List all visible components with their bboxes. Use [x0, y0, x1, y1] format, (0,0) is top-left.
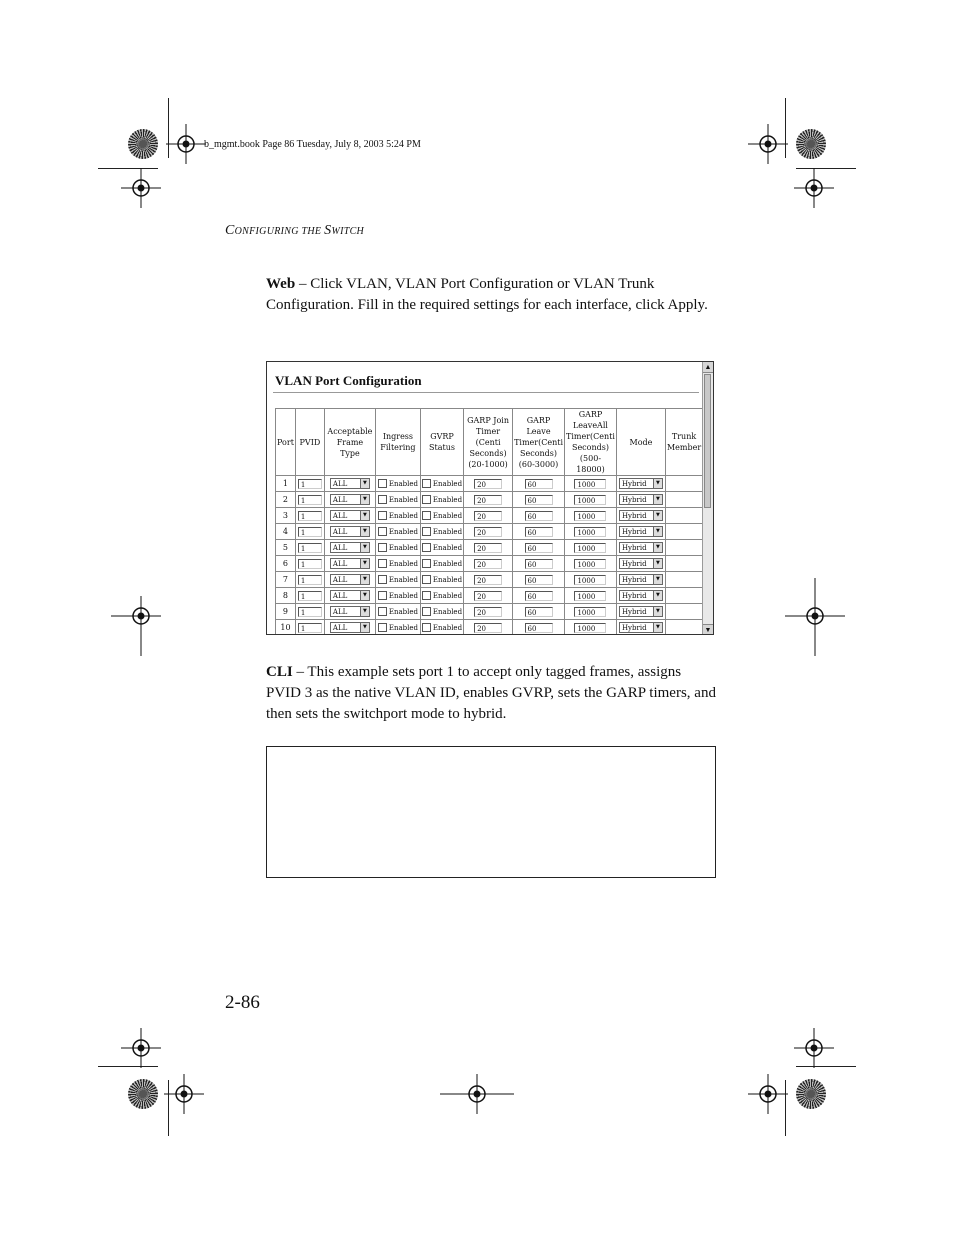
- garp-leaveall-input[interactable]: 1000: [574, 511, 606, 521]
- garp-leave-input[interactable]: 60: [525, 527, 553, 537]
- garp-leave-input[interactable]: 60: [525, 559, 553, 569]
- pvid-input[interactable]: 1: [298, 575, 322, 585]
- ingress-filtering-checkbox[interactable]: [378, 591, 387, 600]
- chevron-down-icon: ▼: [653, 559, 662, 568]
- color-target-disc-icon: [128, 129, 158, 159]
- col-header: GARP Leave Timer(Centi Seconds) (60-3000): [513, 409, 565, 476]
- trunk-member-cell: [665, 620, 702, 636]
- scroll-thumb[interactable]: [704, 374, 711, 508]
- frame-type-select[interactable]: ALL ▼: [330, 574, 370, 585]
- mode-select[interactable]: Hybrid ▼: [619, 526, 663, 537]
- garp-join-input[interactable]: 20: [474, 591, 502, 601]
- section-title: CONFIGURING THE SWITCH: [225, 223, 365, 238]
- table-row: [276, 508, 703, 524]
- trunk-member-cell: [665, 604, 702, 620]
- frame-type-select[interactable]: ALL ▼: [330, 606, 370, 617]
- garp-join-input[interactable]: 20: [474, 527, 502, 537]
- col-header: GARP Join Timer (Centi Seconds) (20-1000): [464, 409, 513, 476]
- checkbox-label: Enabled: [388, 623, 418, 632]
- gvrp-status-checkbox[interactable]: [422, 511, 431, 520]
- vlan-port-table: [275, 408, 703, 635]
- checkbox-label: Enabled: [432, 527, 463, 536]
- checkbox-label: Enabled: [432, 607, 463, 616]
- port-cell: 6: [276, 556, 296, 572]
- chevron-down-icon: ▼: [653, 495, 662, 504]
- mode-select[interactable]: Hybrid ▼: [619, 558, 663, 569]
- ingress-filtering-checkbox[interactable]: [378, 495, 387, 504]
- color-target-disc-icon: [128, 1079, 158, 1109]
- ingress-filtering-checkbox[interactable]: [378, 511, 387, 520]
- checkbox-label: Enabled: [432, 623, 463, 632]
- gvrp-status-checkbox[interactable]: [422, 591, 431, 600]
- crosshair-registration-icon: [794, 1028, 834, 1068]
- col-header: Port: [276, 409, 296, 476]
- frame-type-select[interactable]: ALL ▼: [330, 478, 370, 489]
- mode-select[interactable]: Hybrid ▼: [619, 510, 663, 521]
- color-target-disc-icon: [796, 129, 826, 159]
- port-cell: 5: [276, 540, 296, 556]
- garp-leaveall-input[interactable]: 1000: [574, 495, 606, 505]
- checkbox-label: Enabled: [388, 559, 418, 568]
- ingress-filtering-checkbox[interactable]: [378, 479, 387, 488]
- scroll-up-icon[interactable]: ▲: [704, 363, 712, 371]
- crosshair-registration-icon: [748, 124, 788, 164]
- checkbox-label: Enabled: [432, 511, 463, 520]
- checkbox-label: Enabled: [432, 495, 463, 504]
- table-row: [276, 540, 703, 556]
- table-row: [276, 524, 703, 540]
- crosshair-registration-icon: [121, 1028, 161, 1068]
- port-cell: 9: [276, 604, 296, 620]
- chevron-down-icon: ▼: [360, 591, 369, 600]
- chevron-down-icon: ▼: [653, 543, 662, 552]
- pvid-input[interactable]: 1: [298, 495, 322, 505]
- garp-leaveall-input[interactable]: 1000: [574, 575, 606, 585]
- crosshair-registration-icon: [164, 1074, 204, 1114]
- table-row: [276, 620, 703, 636]
- port-cell: 2: [276, 492, 296, 508]
- gvrp-status-checkbox[interactable]: [422, 559, 431, 568]
- col-header: PVID: [295, 409, 324, 476]
- garp-leaveall-input[interactable]: 1000: [574, 607, 606, 617]
- checkbox-label: Enabled: [432, 575, 463, 584]
- frame-type-select[interactable]: ALL ▼: [330, 590, 370, 601]
- checkbox-label: Enabled: [388, 607, 418, 616]
- chevron-down-icon: ▼: [360, 479, 369, 488]
- port-cell: 4: [276, 524, 296, 540]
- pvid-input[interactable]: 1: [298, 559, 322, 569]
- chevron-down-icon: ▼: [360, 543, 369, 552]
- cli-paragraph: CLI – This example sets port 1 to accept only tagged frames, assigns PVID 3 as the native VLAN ID, enables GVRP, sets the GARP timers, and then sets the switchport mode to hybrid.: [266, 664, 716, 722]
- garp-join-input[interactable]: 20: [474, 607, 502, 617]
- chevron-down-icon: ▼: [653, 479, 662, 488]
- checkbox-label: Enabled: [388, 575, 418, 584]
- chevron-down-icon: ▼: [360, 511, 369, 520]
- port-cell: 10: [276, 620, 296, 636]
- frame-type-select[interactable]: ALL ▼: [330, 622, 370, 633]
- col-header: Trunk Member: [665, 409, 702, 476]
- screenshot-title: VLAN Port Configuration: [275, 373, 422, 388]
- checkbox-label: Enabled: [432, 543, 463, 552]
- pvid-input[interactable]: 1: [298, 527, 322, 537]
- garp-join-input[interactable]: 20: [474, 559, 502, 569]
- ingress-filtering-checkbox[interactable]: [378, 527, 387, 536]
- table-row: [276, 604, 703, 620]
- port-cell: 1: [276, 476, 296, 492]
- garp-leaveall-input[interactable]: 1000: [574, 543, 606, 553]
- garp-leave-input[interactable]: 60: [525, 479, 553, 489]
- mode-select[interactable]: Hybrid ▼: [619, 542, 663, 553]
- ingress-filtering-checkbox[interactable]: [378, 607, 387, 616]
- trunk-member-cell: [665, 556, 702, 572]
- cli-label: CLI: [266, 664, 293, 680]
- port-cell: 7: [276, 572, 296, 588]
- table-row: [276, 492, 703, 508]
- table-row: [276, 572, 703, 588]
- col-header: Ingress Filtering: [375, 409, 420, 476]
- frame-type-select[interactable]: ALL ▼: [330, 558, 370, 569]
- checkbox-label: Enabled: [432, 479, 463, 488]
- chevron-down-icon: ▼: [360, 495, 369, 504]
- chevron-down-icon: ▼: [360, 575, 369, 584]
- garp-leave-input[interactable]: 60: [525, 511, 553, 521]
- crosshair-registration-icon: [748, 1074, 788, 1114]
- table-header-row: [276, 409, 703, 476]
- ingress-filtering-checkbox[interactable]: [378, 559, 387, 568]
- frame-type-select[interactable]: ALL ▼: [330, 542, 370, 553]
- gvrp-status-checkbox[interactable]: [422, 495, 431, 504]
- trunk-member-cell: [665, 524, 702, 540]
- chevron-down-icon: ▼: [360, 607, 369, 616]
- checkbox-label: Enabled: [432, 591, 463, 600]
- garp-leaveall-input[interactable]: 1000: [574, 591, 606, 601]
- crosshair-registration-icon: [121, 168, 161, 208]
- checkbox-label: Enabled: [388, 543, 418, 552]
- trunk-member-cell: [665, 588, 702, 604]
- vertical-scrollbar[interactable]: [702, 362, 713, 634]
- checkbox-label: Enabled: [432, 559, 463, 568]
- pvid-input[interactable]: 1: [298, 479, 322, 489]
- checkbox-label: Enabled: [388, 495, 418, 504]
- trunk-member-cell: [665, 572, 702, 588]
- checkbox-label: Enabled: [388, 527, 418, 536]
- port-cell: 8: [276, 588, 296, 604]
- pvid-input[interactable]: 1: [298, 511, 322, 521]
- ingress-filtering-checkbox[interactable]: [378, 543, 387, 552]
- chevron-down-icon: ▼: [653, 511, 662, 520]
- chevron-down-icon: ▼: [360, 559, 369, 568]
- col-header: GVRP Status: [420, 409, 463, 476]
- chevron-down-icon: ▼: [653, 575, 662, 584]
- pvid-input[interactable]: 1: [298, 623, 322, 633]
- pvid-input[interactable]: 1: [298, 591, 322, 601]
- crosshair-registration-icon: [166, 124, 206, 164]
- cli-example-box: [266, 746, 716, 878]
- garp-join-input[interactable]: 20: [474, 623, 502, 633]
- chevron-down-icon: ▼: [653, 527, 662, 536]
- gvrp-status-checkbox[interactable]: [422, 607, 431, 616]
- garp-leaveall-input[interactable]: 1000: [574, 527, 606, 537]
- gvrp-status-checkbox[interactable]: [422, 623, 431, 632]
- chevron-down-icon: ▼: [360, 527, 369, 536]
- vlan-port-config-screenshot: [266, 361, 714, 635]
- table-row: [276, 476, 703, 492]
- garp-leaveall-input[interactable]: 1000: [574, 623, 606, 633]
- chevron-down-icon: ▼: [653, 623, 662, 632]
- print-header: b_mgmt.book Page 86 Tuesday, July 8, 2003 5:24 PM: [204, 139, 421, 150]
- garp-leave-input[interactable]: 60: [525, 591, 553, 601]
- frame-type-select[interactable]: ALL ▼: [330, 526, 370, 537]
- mode-select[interactable]: Hybrid ▼: [619, 606, 663, 617]
- gvrp-status-checkbox[interactable]: [422, 527, 431, 536]
- crosshair-registration-icon: [111, 596, 171, 656]
- web-paragraph: Web – Click VLAN, VLAN Port Configuration or VLAN Trunk Configuration. Fill in the required settings for each interface, click Apply.: [266, 276, 708, 313]
- scroll-down-icon[interactable]: ▼: [704, 626, 712, 634]
- mode-select[interactable]: Hybrid ▼: [619, 478, 663, 489]
- ingress-filtering-checkbox[interactable]: [378, 575, 387, 584]
- pvid-input[interactable]: 1: [298, 607, 322, 617]
- gvrp-status-checkbox[interactable]: [422, 543, 431, 552]
- checkbox-label: Enabled: [388, 479, 418, 488]
- frame-type-select[interactable]: ALL ▼: [330, 510, 370, 521]
- crosshair-registration-icon: [785, 578, 845, 656]
- garp-leave-input[interactable]: 60: [525, 575, 553, 585]
- chevron-down-icon: ▼: [653, 591, 662, 600]
- col-header: GARP LeaveAll Timer(Centi Seconds) (500-18000): [566, 410, 615, 474]
- col-header: Acceptable Frame Type: [324, 409, 375, 476]
- pvid-input[interactable]: 1: [298, 543, 322, 553]
- checkbox-label: Enabled: [388, 591, 418, 600]
- garp-leave-input[interactable]: 60: [525, 495, 553, 505]
- port-cell: 3: [276, 508, 296, 524]
- table-row: [276, 588, 703, 604]
- garp-join-input[interactable]: 20: [474, 575, 502, 585]
- page-number: 2-86: [225, 992, 260, 1013]
- mode-select[interactable]: Hybrid ▼: [619, 574, 663, 585]
- trunk-member-cell: [665, 492, 702, 508]
- checkbox-label: Enabled: [388, 511, 418, 520]
- color-target-disc-icon: [796, 1079, 826, 1109]
- garp-join-input[interactable]: 20: [474, 479, 502, 489]
- trunk-member-cell: [665, 540, 702, 556]
- gvrp-status-checkbox[interactable]: [422, 479, 431, 488]
- garp-join-input[interactable]: 20: [474, 511, 502, 521]
- garp-leave-input[interactable]: 60: [525, 623, 553, 633]
- garp-leave-input[interactable]: 60: [525, 543, 553, 553]
- crosshair-registration-icon: [440, 1074, 514, 1114]
- mode-select[interactable]: Hybrid ▼: [619, 494, 663, 505]
- garp-leave-input[interactable]: 60: [525, 607, 553, 617]
- trunk-member-cell: [665, 508, 702, 524]
- garp-leaveall-input[interactable]: 1000: [574, 559, 606, 569]
- table-row: [276, 556, 703, 572]
- mode-select[interactable]: Hybrid ▼: [619, 590, 663, 601]
- gvrp-status-checkbox[interactable]: [422, 575, 431, 584]
- crosshair-registration-icon: [794, 168, 834, 208]
- divider: [273, 392, 699, 393]
- chevron-down-icon: ▼: [360, 623, 369, 632]
- col-header: Mode: [616, 409, 665, 476]
- garp-leaveall-input[interactable]: 1000: [574, 479, 606, 489]
- frame-type-select[interactable]: ALL ▼: [330, 494, 370, 505]
- ingress-filtering-checkbox[interactable]: [378, 623, 387, 632]
- chevron-down-icon: ▼: [653, 607, 662, 616]
- mode-select[interactable]: Hybrid ▼: [619, 622, 663, 633]
- trunk-member-cell: [665, 476, 702, 492]
- garp-join-input[interactable]: 20: [474, 543, 502, 553]
- web-label: Web: [266, 276, 296, 292]
- garp-join-input[interactable]: 20: [474, 495, 502, 505]
